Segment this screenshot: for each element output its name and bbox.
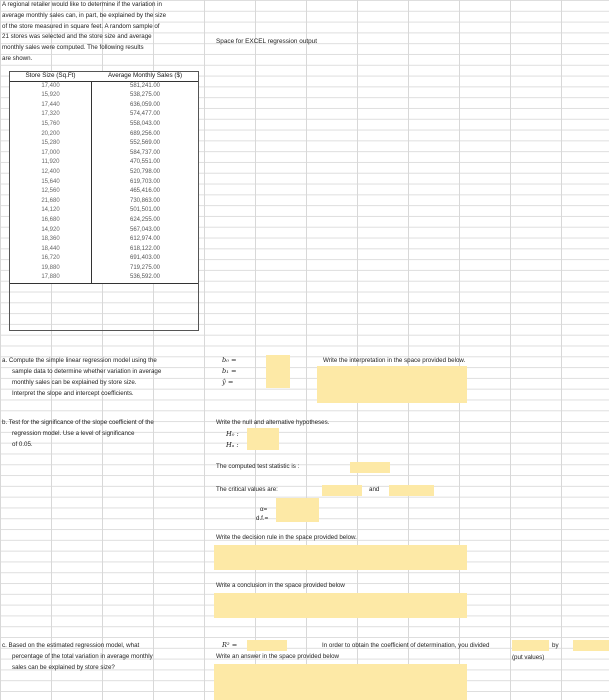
conclusion-prompt: Write a conclusion in the space provided below (216, 582, 345, 589)
table-row (10, 273, 199, 283)
table-row (10, 149, 199, 159)
intro-line: are shown. (2, 55, 33, 62)
part-a-line: a. Compute the simple linear regression model using the (2, 357, 157, 364)
store-size-cell: 18,360 (10, 235, 92, 245)
intro-line: of the store measured in square feet. A random sample of (2, 22, 160, 30)
table-row (10, 187, 199, 197)
monthly-sales-cell: 470,551.00 (92, 158, 199, 168)
monthly-sales-cell: 689,256.00 (92, 130, 199, 140)
regression-coefficients-answer-box[interactable] (266, 355, 290, 388)
table-row (10, 264, 199, 274)
put-values-label: (put values) (512, 654, 545, 661)
test-statistic-answer-box[interactable] (350, 462, 390, 473)
interpretation-prompt: Write the interpretation in the space provided below. (323, 357, 466, 364)
table-row (10, 110, 199, 120)
monthly-sales-cell: 624,255.00 (92, 216, 199, 226)
critical-and-label: and (369, 486, 380, 493)
answer-prompt: Write an answer in the space provided below (216, 653, 340, 660)
monthly-sales-cell: 501,501.00 (92, 206, 199, 216)
r-squared-label: R² = (222, 641, 238, 649)
monthly-sales-cell: 567,043.00 (92, 226, 199, 236)
b0-label: b₀ = (222, 356, 237, 364)
hypotheses-answer-box[interactable] (247, 428, 279, 450)
store-size-cell: 18,440 (10, 245, 92, 255)
table-row (10, 197, 199, 207)
monthly-sales-cell: 465,416.00 (92, 187, 199, 197)
table-row (10, 130, 199, 140)
table-row (10, 139, 199, 149)
monthly-sales-cell: 520,798.00 (92, 168, 199, 178)
excel-output-space-label: Space for EXCEL regression output (216, 38, 318, 45)
null-hypothesis-label: H₀ : (226, 430, 239, 438)
table-row (10, 254, 199, 264)
monthly-sales-cell: 584,737.00 (92, 149, 199, 159)
critical-value-lower-box[interactable] (322, 485, 362, 496)
decision-rule-answer-box[interactable] (214, 545, 467, 570)
monthly-sales-cell: 730,863.00 (92, 197, 199, 207)
table-row (10, 101, 199, 111)
table-row (10, 245, 199, 255)
monthly-sales-cell: 574,477.00 (92, 110, 199, 120)
hypotheses-prompt: Write the null and alternative hypotheses. (216, 419, 330, 426)
b1-label: b₁ = (222, 367, 237, 375)
table-row (10, 178, 199, 188)
data-table (9, 71, 199, 284)
table-row (10, 206, 199, 216)
store-size-cell: 20,200 (10, 130, 92, 140)
intro-line: A regional retailer would like to determine if the variation in (2, 1, 162, 8)
critical-value-upper-box[interactable] (389, 485, 434, 496)
part-a-line: monthly sales can be explained by store size. (12, 379, 137, 386)
part-b-line: regression model. Use a level of significance (12, 430, 135, 437)
store-size-cell: 17,000 (10, 149, 92, 159)
store-size-cell: 17,400 (10, 81, 92, 91)
by-label: by (552, 642, 559, 649)
column-header-monthly-sales: Average Monthly Sales ($) (92, 71, 199, 81)
monthly-sales-cell: 619,703.00 (92, 178, 199, 188)
store-size-cell: 14,120 (10, 206, 92, 216)
decision-rule-prompt: Write the decision rule in the space provided below. (216, 534, 357, 541)
part-b-line: of 0.05. (12, 441, 33, 448)
monthly-sales-cell: 636,059.00 (92, 101, 199, 111)
monthly-sales-cell: 618,122.00 (92, 245, 199, 255)
store-size-cell: 17,440 (10, 101, 92, 111)
part-c-line: sales can be explained by store size? (12, 664, 115, 671)
store-size-cell: 14,920 (10, 226, 92, 236)
alpha-label: α= (260, 506, 268, 513)
intro-line: 21 stores was selected and the store size and average (2, 33, 152, 41)
store-size-cell: 17,880 (10, 273, 92, 283)
table-row (10, 120, 199, 130)
table-row (10, 81, 199, 91)
store-size-cell: 15,640 (10, 178, 92, 188)
monthly-sales-cell: 691,403.00 (92, 254, 199, 264)
numerator-answer-box[interactable] (512, 640, 549, 651)
table-body (10, 81, 199, 283)
intro-line: monthly sales were computed. The following results (2, 44, 144, 52)
store-size-cell: 16,680 (10, 216, 92, 226)
store-size-cell: 21,680 (10, 197, 92, 207)
part-b-line: b. Test for the significance of the slope coefficient of the (2, 419, 154, 426)
table-row (10, 226, 199, 236)
monthly-sales-cell: 719,275.00 (92, 264, 199, 274)
store-size-cell: 15,280 (10, 139, 92, 149)
coefficient-note: In order to obtain the coefficient of determination, you divided (322, 642, 490, 649)
store-size-cell: 12,400 (10, 168, 92, 178)
table-header-row (10, 71, 199, 81)
store-size-cell: 16,720 (10, 254, 92, 264)
table-row (10, 158, 199, 168)
intro-line: average monthly sales can, in part, be explained by the size (2, 11, 167, 19)
store-size-cell: 15,760 (10, 120, 92, 130)
store-size-cell: 12,560 (10, 187, 92, 197)
percentage-answer-box[interactable] (214, 664, 467, 700)
monthly-sales-cell: 558,043.00 (92, 120, 199, 130)
r-squared-answer-box[interactable] (247, 640, 287, 651)
table-row (10, 168, 199, 178)
store-size-cell: 17,320 (10, 110, 92, 120)
monthly-sales-cell: 581,241.00 (92, 81, 199, 91)
monthly-sales-cell: 538,275.00 (92, 91, 199, 101)
column-header-store-size: Store Size (Sq.Ft) (10, 71, 92, 81)
conclusion-answer-box[interactable] (214, 593, 467, 618)
test-statistic-label: The computed test statistic is : (216, 463, 300, 470)
part-c-line: percentage of the total variation in average monthly (12, 653, 153, 660)
alpha-df-answer-box[interactable] (276, 498, 319, 522)
part-c-line: c. Based on the estimated regression model, what (2, 642, 140, 649)
interpretation-answer-box[interactable] (317, 366, 467, 403)
denominator-answer-box[interactable] (573, 640, 609, 651)
monthly-sales-cell: 612,974.00 (92, 235, 199, 245)
critical-values-label: The critical values are: (216, 486, 278, 493)
part-a-line: Interpret the slope and intercept coefficients. (12, 390, 134, 397)
table-row (10, 235, 199, 245)
table-row (10, 216, 199, 226)
table-row (10, 91, 199, 101)
monthly-sales-cell: 552,569.00 (92, 139, 199, 149)
store-size-cell: 19,880 (10, 264, 92, 274)
yhat-label: ŷ = (222, 378, 234, 386)
alt-hypothesis-label: Hₐ : (226, 441, 239, 449)
store-size-cell: 11,920 (10, 158, 92, 168)
df-label: d.f.= (256, 515, 269, 522)
part-a-line: sample data to determine whether variation in average (12, 368, 162, 375)
store-size-cell: 15,920 (10, 91, 92, 101)
monthly-sales-cell: 536,592.00 (92, 273, 199, 283)
